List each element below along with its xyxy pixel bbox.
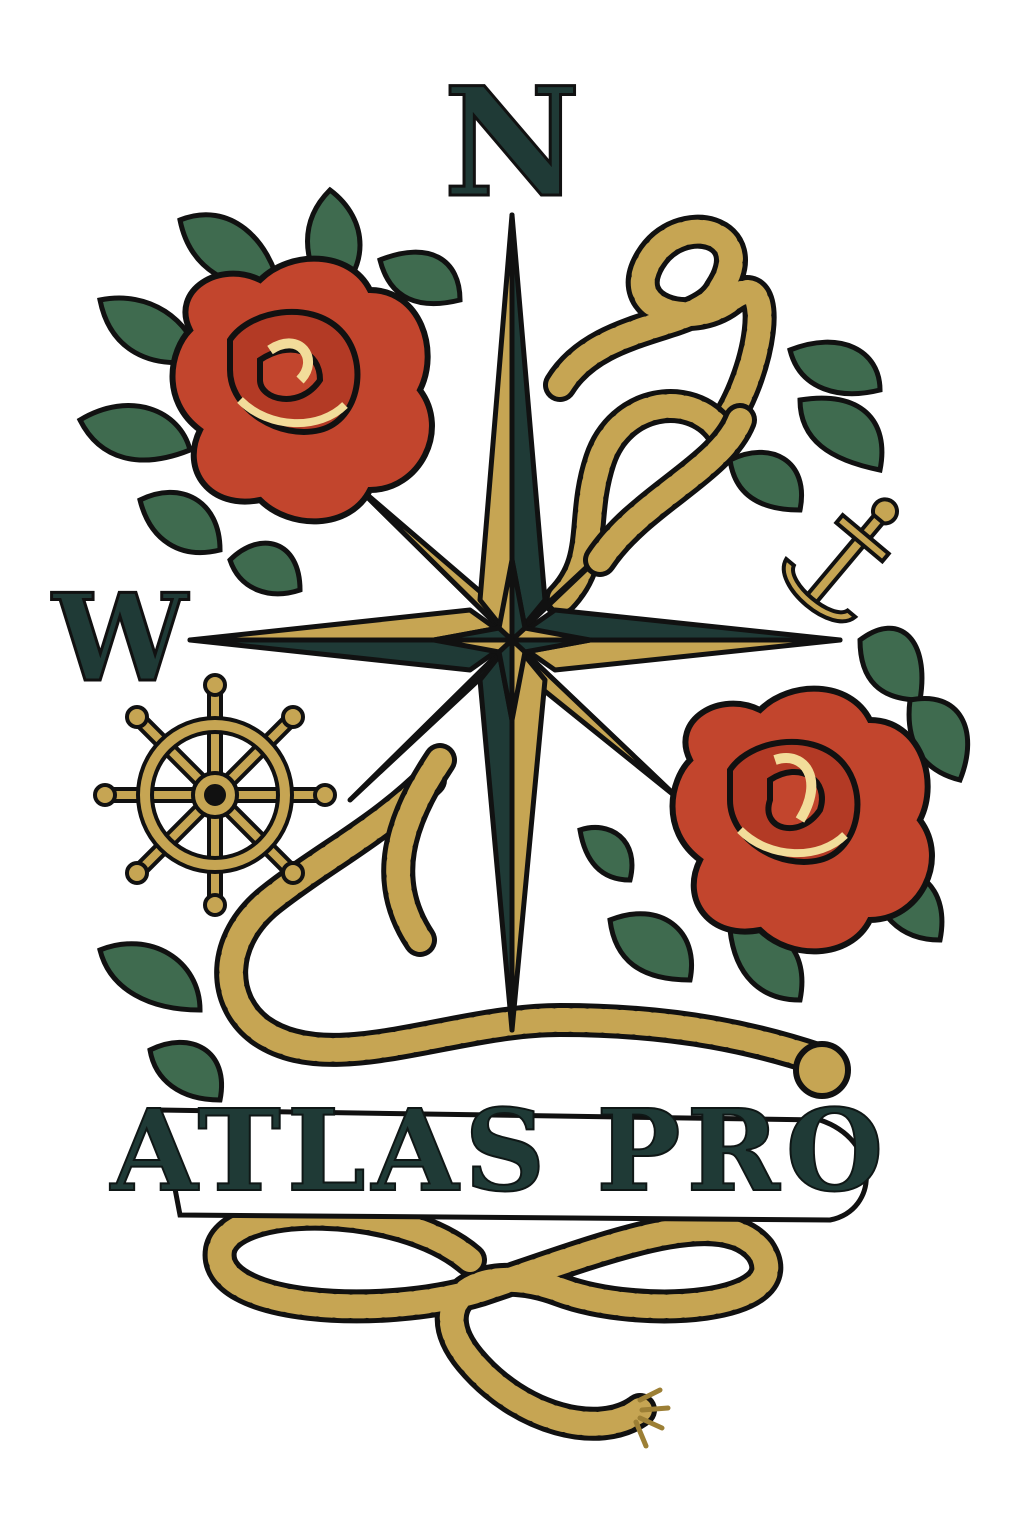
north-label: N [443, 55, 581, 231]
west-label: W [52, 568, 188, 709]
ship-wheel-icon [95, 675, 335, 915]
brand-title: ATLAS PRO [110, 1086, 890, 1217]
rope-front-icon [398, 420, 740, 940]
